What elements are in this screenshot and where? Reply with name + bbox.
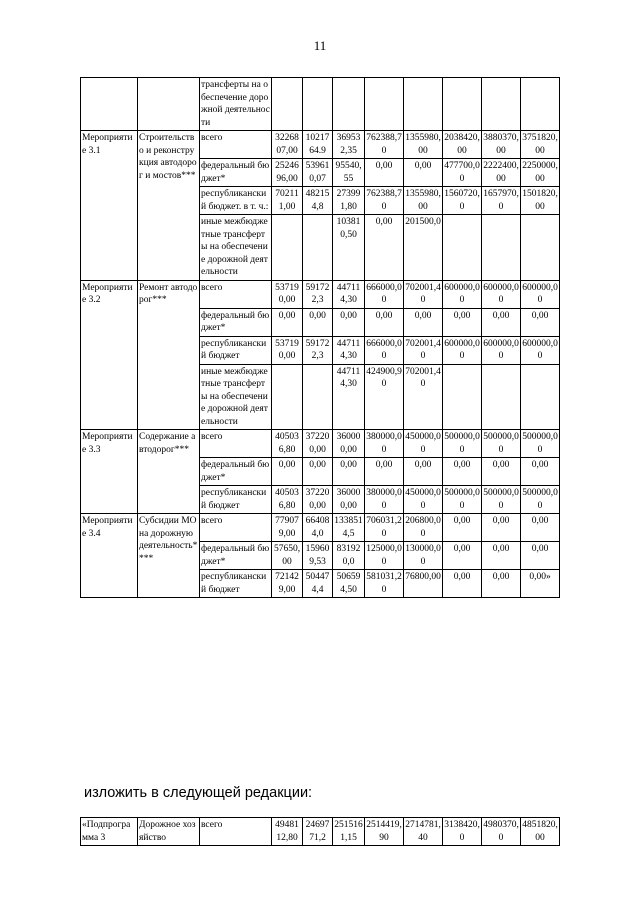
amount-cell: 600000,00 — [521, 280, 560, 308]
amount-cell: 0,00 — [443, 308, 482, 336]
amount-cell: 0,00 — [272, 458, 303, 486]
amount-cell: 600000,00 — [443, 280, 482, 308]
funding-source-cell: федеральный бюджет* — [200, 458, 272, 486]
amount-cell: 0,00 — [482, 308, 521, 336]
funding-source-cell: всего — [200, 280, 272, 308]
amount-cell — [443, 215, 482, 281]
amount-cell: 600000,00 — [482, 280, 521, 308]
amount-cell: 2714781,40 — [404, 818, 443, 846]
amount-cell: 380000,00 — [365, 430, 404, 458]
amount-cell: 706031,20 — [365, 514, 404, 542]
amount-cell — [521, 215, 560, 281]
table-row — [81, 131, 560, 159]
funding-source-cell: республиканский бюджет — [200, 486, 272, 514]
amount-cell: 450000,00 — [404, 430, 443, 458]
amount-cell: 702111,00 — [272, 187, 303, 215]
funding-source-cell: всего — [200, 430, 272, 458]
amount-cell: 130000,00 — [404, 542, 443, 570]
amount-cell: 360000,00 — [333, 486, 365, 514]
table-row — [81, 430, 560, 458]
amount-cell: 2514419,90 — [365, 818, 404, 846]
amount-cell: 500000,00 — [443, 486, 482, 514]
measure-description-cell: Субсидии МО на дорожную деятельность**** — [138, 514, 200, 598]
amount-cell: 0,00 — [303, 458, 333, 486]
amount-cell: 0,00 — [365, 159, 404, 187]
amount-cell: 762388,70 — [365, 131, 404, 159]
table-row — [81, 280, 560, 308]
amount-cell: 500000,00 — [521, 430, 560, 458]
amount-cell — [333, 78, 365, 131]
amount-cell: 405036,80 — [272, 430, 303, 458]
amount-cell — [482, 215, 521, 281]
measure-description-cell: Содержание автодорог*** — [138, 430, 200, 514]
amount-cell: 600000,00 — [482, 336, 521, 364]
amount-cell: 2515161,15 — [333, 818, 365, 846]
funding-source-cell: республиканский бюджет — [200, 570, 272, 598]
amount-cell: 500000,00 — [482, 430, 521, 458]
amount-cell: 273991,80 — [333, 187, 365, 215]
amount-cell: 0,00 — [443, 570, 482, 598]
amount-cell: 206800,00 — [404, 514, 443, 542]
amount-cell — [303, 78, 333, 131]
amount-cell: 0,00 — [333, 458, 365, 486]
amount-cell: 0,00 — [365, 458, 404, 486]
amount-cell: 0,00 — [482, 458, 521, 486]
amount-cell: 539610,07 — [303, 159, 333, 187]
amount-cell: 500000,00 — [521, 486, 560, 514]
amount-cell: 0,00 — [333, 308, 365, 336]
amount-cell: 372200,00 — [303, 430, 333, 458]
funding-source-cell: иные межбюджетные трансферты на обеспечение дорожной деятельности — [200, 215, 272, 281]
table-row — [81, 514, 560, 542]
amount-cell: 500000,00 — [482, 486, 521, 514]
amount-cell — [272, 215, 303, 281]
amount-cell: 3138420,0 — [443, 818, 482, 846]
amount-cell: 762388,70 — [365, 187, 404, 215]
amount-cell: 1355980,00 — [404, 131, 443, 159]
amount-cell: 0,00 — [521, 514, 560, 542]
amount-cell: 201500,0 — [404, 215, 443, 281]
amount-cell: 702001,40 — [404, 280, 443, 308]
amount-cell: 424900,90 — [365, 364, 404, 430]
program-name-cell: «Подпрограмма 3 — [81, 818, 138, 846]
amount-cell: 600000,00 — [521, 336, 560, 364]
main-budget-table — [80, 77, 560, 598]
amount-cell: 360000,00 — [333, 430, 365, 458]
amount-cell: 0,00 — [482, 514, 521, 542]
amount-cell: 581031,20 — [365, 570, 404, 598]
amount-cell: 2222400,00 — [482, 159, 521, 187]
measure-name-cell: Мероприятие 3.3 — [81, 430, 138, 514]
funding-source-cell: федеральный бюджет* — [200, 159, 272, 187]
amount-cell: 0,00 — [365, 308, 404, 336]
revised-budget-table — [80, 817, 560, 846]
amount-cell: 95540,55 — [333, 159, 365, 187]
amount-cell: 0,00 — [404, 458, 443, 486]
amount-cell: 666000,00 — [365, 336, 404, 364]
table-row — [81, 78, 560, 131]
page-number: 11 — [313, 38, 327, 53]
funding-source-cell: всего — [200, 131, 272, 159]
amount-cell: 3751820,00 — [521, 131, 560, 159]
amount-cell — [443, 78, 482, 131]
amount-cell: 702001,40 — [404, 364, 443, 430]
amount-cell: 405036,80 — [272, 486, 303, 514]
funding-source-cell: всего — [200, 514, 272, 542]
amount-cell: 0,00 — [303, 308, 333, 336]
funding-source-cell: трансферты на обеспечение дорожной деятельности — [200, 78, 272, 131]
amount-cell: 664084,0 — [303, 514, 333, 542]
amount-cell: 369532,35 — [333, 131, 365, 159]
amount-cell: 447114,30 — [333, 280, 365, 308]
amount-cell: 0,00 — [443, 458, 482, 486]
amount-cell: 666000,00 — [365, 280, 404, 308]
amount-cell: 0,00 — [272, 308, 303, 336]
amount-cell: 4948112,80 — [272, 818, 303, 846]
amount-cell — [272, 364, 303, 430]
measure-name-cell: Мероприятие 3.4 — [81, 514, 138, 598]
amount-cell: 2250000,00 — [521, 159, 560, 187]
funding-source-cell: иные межбюджетные трансферты на обеспечение дорожной деятельности — [200, 364, 272, 430]
amount-cell: 1501820,00 — [521, 187, 560, 215]
amount-cell: 0,00 — [404, 159, 443, 187]
amount-cell: 0,00 — [521, 308, 560, 336]
funding-source-cell: федеральный бюджет* — [200, 308, 272, 336]
amount-cell — [482, 78, 521, 131]
funding-source-cell: республиканский бюджет. в т. ч.: — [200, 187, 272, 215]
amount-cell: 0,00 — [521, 542, 560, 570]
amount-cell: 506594,50 — [333, 570, 365, 598]
amount-cell: 3226807,00 — [272, 131, 303, 159]
amount-cell: 1021764.9 — [303, 131, 333, 159]
funding-source-cell: республиканский бюджет — [200, 336, 272, 364]
amount-cell: 447114,30 — [333, 364, 365, 430]
amount-cell: 76800,00 — [404, 570, 443, 598]
amount-cell: 450000,00 — [404, 486, 443, 514]
amount-cell: 0,00 — [443, 514, 482, 542]
program-description-cell: Дорожное хозяйство — [138, 818, 200, 846]
measure-description-cell: Ремонт автодорог*** — [138, 280, 200, 430]
amount-cell: 831920,0 — [333, 542, 365, 570]
amount-cell: 482154,8 — [303, 187, 333, 215]
amount-cell — [521, 78, 560, 131]
amount-cell: 2038420,00 — [443, 131, 482, 159]
amount-cell: 447114,30 — [333, 336, 365, 364]
amount-cell: 3880370,00 — [482, 131, 521, 159]
amount-cell: 702001,40 — [404, 336, 443, 364]
amount-cell: 4980370,0 — [482, 818, 521, 846]
amount-cell: 591722,3 — [303, 336, 333, 364]
amount-cell: 591722,3 — [303, 280, 333, 308]
amount-cell: 0,00 — [443, 542, 482, 570]
amount-cell: 0,00 — [521, 458, 560, 486]
funding-source-cell: всего — [200, 818, 272, 846]
amount-cell: 125000,00 — [365, 542, 404, 570]
amount-cell: 779079,00 — [272, 514, 303, 542]
measure-name-cell — [81, 78, 138, 131]
amount-cell — [365, 78, 404, 131]
amount-cell: 721429,00 — [272, 570, 303, 598]
amount-cell: 380000,00 — [365, 486, 404, 514]
measure-name-cell: Мероприятие 3.1 — [81, 131, 138, 281]
amount-cell: 2524696,00 — [272, 159, 303, 187]
amount-cell: 2469771,2 — [303, 818, 333, 846]
amount-cell — [303, 364, 333, 430]
table-row — [81, 818, 560, 846]
amount-cell — [303, 215, 333, 281]
amount-cell: 504474,4 — [303, 570, 333, 598]
amount-cell: 537190,00 — [272, 336, 303, 364]
amount-cell: 0,00 — [365, 215, 404, 281]
amount-cell: 372200,00 — [303, 486, 333, 514]
amount-cell: 0,00 — [482, 570, 521, 598]
measure-description-cell: Строительство и реконструкция автодорог и мостов*** — [138, 131, 200, 281]
amount-cell — [272, 78, 303, 131]
amount-cell — [482, 364, 521, 430]
amount-cell: 477700,00 — [443, 159, 482, 187]
amount-cell: 0,00 — [482, 542, 521, 570]
measure-description-cell — [138, 78, 200, 131]
amount-cell: 537190,00 — [272, 280, 303, 308]
amount-cell: 57650,00 — [272, 542, 303, 570]
amount-cell: 159609,53 — [303, 542, 333, 570]
amount-cell: 500000,00 — [443, 430, 482, 458]
amount-cell — [521, 364, 560, 430]
amount-cell: 1338514,5 — [333, 514, 365, 542]
amount-cell: 1355980,00 — [404, 187, 443, 215]
amount-cell: 103810,50 — [333, 215, 365, 281]
amount-cell: 0,00 — [404, 308, 443, 336]
amount-cell — [404, 78, 443, 131]
section-heading: изложить в следующей редакции: — [84, 785, 313, 801]
amount-cell — [443, 364, 482, 430]
amount-cell: 4851820,00 — [521, 818, 560, 846]
amount-cell: 1657970,0 — [482, 187, 521, 215]
amount-cell: 0,00» — [521, 570, 560, 598]
amount-cell: 600000,00 — [443, 336, 482, 364]
funding-source-cell: федеральный бюджет* — [200, 542, 272, 570]
measure-name-cell: Мероприятие 3.2 — [81, 280, 138, 430]
amount-cell: 1560720,0 — [443, 187, 482, 215]
